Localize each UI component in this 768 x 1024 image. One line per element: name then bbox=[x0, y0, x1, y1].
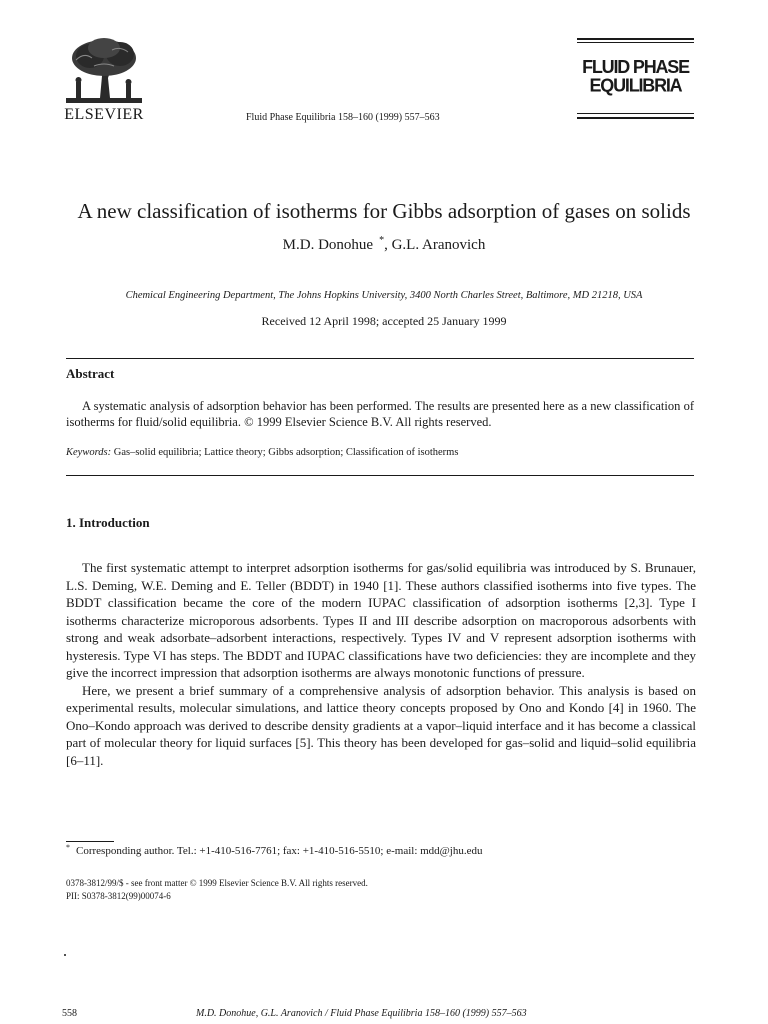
paragraph: The first systematic attempt to interpret adsorption isotherms for gas/solid equilibria was introduced by S. Brunauer, L.S. Deming, W.E. Deming and E. Teller (BDDT) in 1940 [1]. These authors classified isotherms into five types. The BDDT classification became the core of the modern IUPAC classification of adsorption isotherms [2,3]. Type I isotherms characterize microporous adsorbents. Types II and III describe adsorption on macroporous adsorbents with strong and weak adsorbate–adsorbent interactions, respectively. Types IV and V represent adsorption isotherms with hysteresis. Type VI has steps. The BDDT and IUPAC classifications have two deficiencies: they are incomplete and they give the incorrect impression that adsorption isotherms are always monotonic functions of pressure. bbox=[66, 560, 696, 680]
footnote bbox=[66, 843, 483, 857]
copyright-block bbox=[66, 877, 368, 903]
stray-mark bbox=[64, 954, 66, 956]
journal-rule-top bbox=[577, 38, 694, 40]
journal-rule-bottom bbox=[577, 117, 694, 119]
affiliation: Chemical Engineering Department, The Johns Hopkins University, 3400 North Charles Street, Baltimore, MD 21218, USA bbox=[125, 290, 643, 301]
footnote-rule bbox=[66, 841, 114, 842]
pii-line: PII: S0378-3812(99)00074-6 bbox=[66, 891, 171, 901]
footnote-mark: * bbox=[66, 843, 70, 852]
page-number: 558 bbox=[62, 1008, 77, 1019]
journal-name-line1: FLUID PHASE bbox=[582, 56, 689, 78]
journal-rule-bottom-thin bbox=[577, 113, 694, 114]
running-header: M.D. Donohue, G.L. Aranovich / Fluid Phase Equilibria 158–160 (1999) 557–563 bbox=[196, 1008, 527, 1019]
journal-name-line2: EQUILIBRIA bbox=[589, 74, 682, 96]
publisher-logo bbox=[62, 36, 146, 124]
corresponding-author-mark[interactable]: * bbox=[379, 235, 385, 246]
paragraph: Here, we present a brief summary of a comprehensive analysis of adsorption behavior. This analysis is based on experimental results, molecular simulations, and lattice theory concepts proposed by Ono and Kondo [4] in 1960. The Ono–Kondo approach was derived to describe density gradients at a vapor–liquid interface and it has become a classical part of molecular theory for liquid surfaces [5]. This theory has been developed for gas–solid and liquid–solid equilibria [6–11]. bbox=[66, 682, 696, 768]
author-line: M.D. Donohue *, G.L. Aranovich bbox=[282, 235, 486, 253]
abstract-rule-bottom bbox=[66, 475, 694, 476]
journal-logo bbox=[577, 57, 694, 95]
abstract-rule-top bbox=[66, 358, 694, 359]
introduction-body bbox=[66, 559, 696, 769]
article-title: A new classification of isotherms for Gibbs adsorption of gases on solids bbox=[77, 199, 691, 223]
tree-emblem-icon bbox=[62, 36, 146, 106]
journal-rule-top-thin bbox=[577, 42, 694, 43]
keywords-list: Gas–solid equilibria; Lattice theory; Gibbs adsorption; Classification of isotherms bbox=[113, 447, 459, 458]
footnote-text: Corresponding author. Tel.: +1-410-516-7761; fax: +1-410-516-5510; e-mail: mdd@jhu.edu bbox=[76, 845, 483, 857]
author-name: G.L. Aranovich bbox=[391, 237, 486, 253]
journal-citation: Fluid Phase Equilibria 158–160 (1999) 557–563 bbox=[246, 112, 440, 123]
section-heading: 1. Introduction bbox=[66, 515, 150, 530]
abstract-heading: Abstract bbox=[66, 366, 115, 381]
keywords bbox=[66, 447, 458, 458]
abstract-text: A systematic analysis of adsorption behavior has been performed. The results are presented here as a new classification of isotherms for fluid/solid equilibria. © 1999 Elsevier Science B.V. All rights reserved. bbox=[66, 399, 694, 429]
keywords-label: Keywords: bbox=[66, 447, 112, 458]
author-name: M.D. Donohue bbox=[282, 237, 374, 253]
copyright-line: 0378-3812/99/$ - see front matter © 1999 Elsevier Science B.V. All rights reserved. bbox=[66, 878, 368, 888]
received-dates: Received 12 April 1998; accepted 25 January 1999 bbox=[261, 314, 507, 328]
publisher-name: ELSEVIER bbox=[64, 106, 144, 123]
